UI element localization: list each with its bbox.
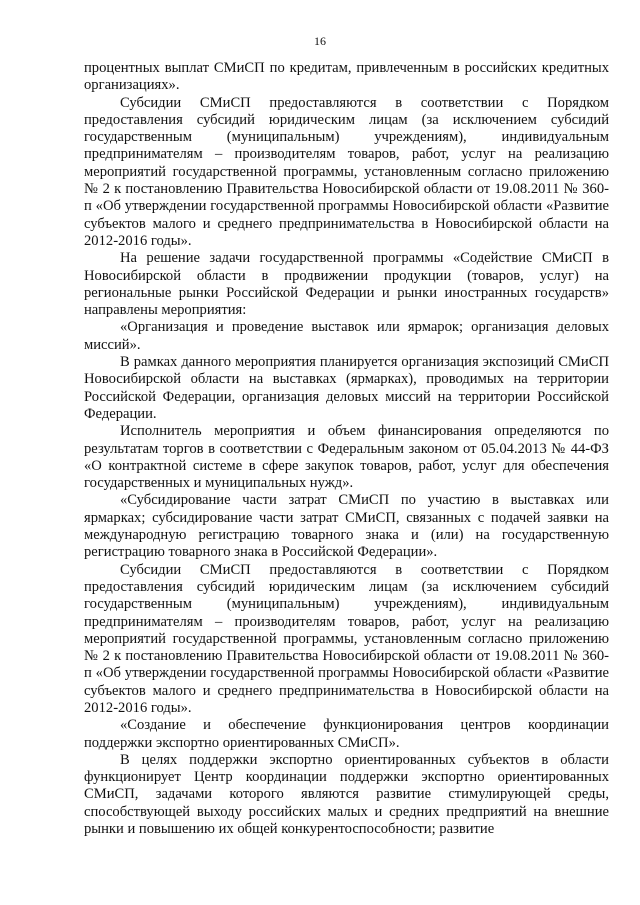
paragraph-export-center-description: В целях поддержки экспортно ориентированных субъектов в области функционирует Центр координации поддержки экспортно ориентированных СМиСП, задачами которого являются развитие стимулирующей среды, способствующей выходу российских малых и средних предприятий на внешние рынки и повышению их общей конкурентоспособности; развитие [84,751,609,838]
page-number: 16 [314,34,326,48]
paragraph-measure-subsidizing: «Субсидирование части затрат СМиСП по участию в выставках или ярмарках; субсидирование части затрат СМиСП, связанных с подачей заявки на международную регистрацию товарного знака и (или) на государственную регистрацию товарного знака в Российской Федерации». [84,492,609,561]
paragraph-measure-description: В рамках данного мероприятия планируется организация экспозиций СМиСП Новосибирской области на выставках (ярмарках), проводимых на территории Российской Федерации, организация деловых миссий на территории Российской Федерации. [84,354,609,422]
paragraph-subsidy-procedure: Субсидии СМиСП предоставляются в соответствии с Порядком предоставления субсидий юридическим лицам (за исключением субсидий государственным (муниципальным) учреждениям), индивидуальным предпринимателям – производителям товаров, работ, услуг на реализацию мероприятий государственной программы, установленным согласно приложению № 2 к постановлению Правительства Новосибирской области от 19.08.2011 № 360-п «Об утверждении государственной программы Новосибирской области «Развитие субъектов малого и среднего предпринимательства в Новосибирской области на 2012-2016 годы». [84,94,609,249]
paragraph-measure-exhibitions: «Организация и проведение выставок или ярмарок; организация деловых миссий». [84,319,609,353]
paragraph-continuation: процентных выплат СМиСП по кредитам, привлеченным в российских кредитных организациях». [84,60,609,94]
paragraph-measure-export-centers: «Создание и обеспечение функционирования центров координации поддержки экспортно ориентированных СМиСП». [84,717,609,751]
paragraph-task-promotion: На решение задачи государственной программы «Содействие СМиСП в Новосибирской области в продвижении продукции (товаров, услуг) на региональные рынки Российской Федерации и рынки иностранных государств» направлены мероприятия: [84,250,609,319]
document-body [84,60,609,838]
paragraph-executor-financing: Исполнитель мероприятия и объем финансирования определяются по результатам торгов в соответствии с Федеральным законом от 05.04.2013 № 44-ФЗ «О контрактной системе в сфере закупок товаров, работ, услуг для обеспечения государственных и муниципальных нужд». [84,423,609,492]
paragraph-subsidy-procedure-repeat: Субсидии СМиСП предоставляются в соответствии с Порядком предоставления субсидий юридическим лицам (за исключением субсидий государственным (муниципальным) учреждениям), индивидуальным предпринимателям – производителям товаров, работ, услуг на реализацию мероприятий государственной программы, установленным согласно приложению № 2 к постановлению Правительства Новосибирской области от 19.08.2011 № 360-п «Об утверждении государственной программы Новосибирской области «Развитие субъектов малого и среднего предпринимательства в Новосибирской области на 2012-2016 годы». [84,561,609,716]
